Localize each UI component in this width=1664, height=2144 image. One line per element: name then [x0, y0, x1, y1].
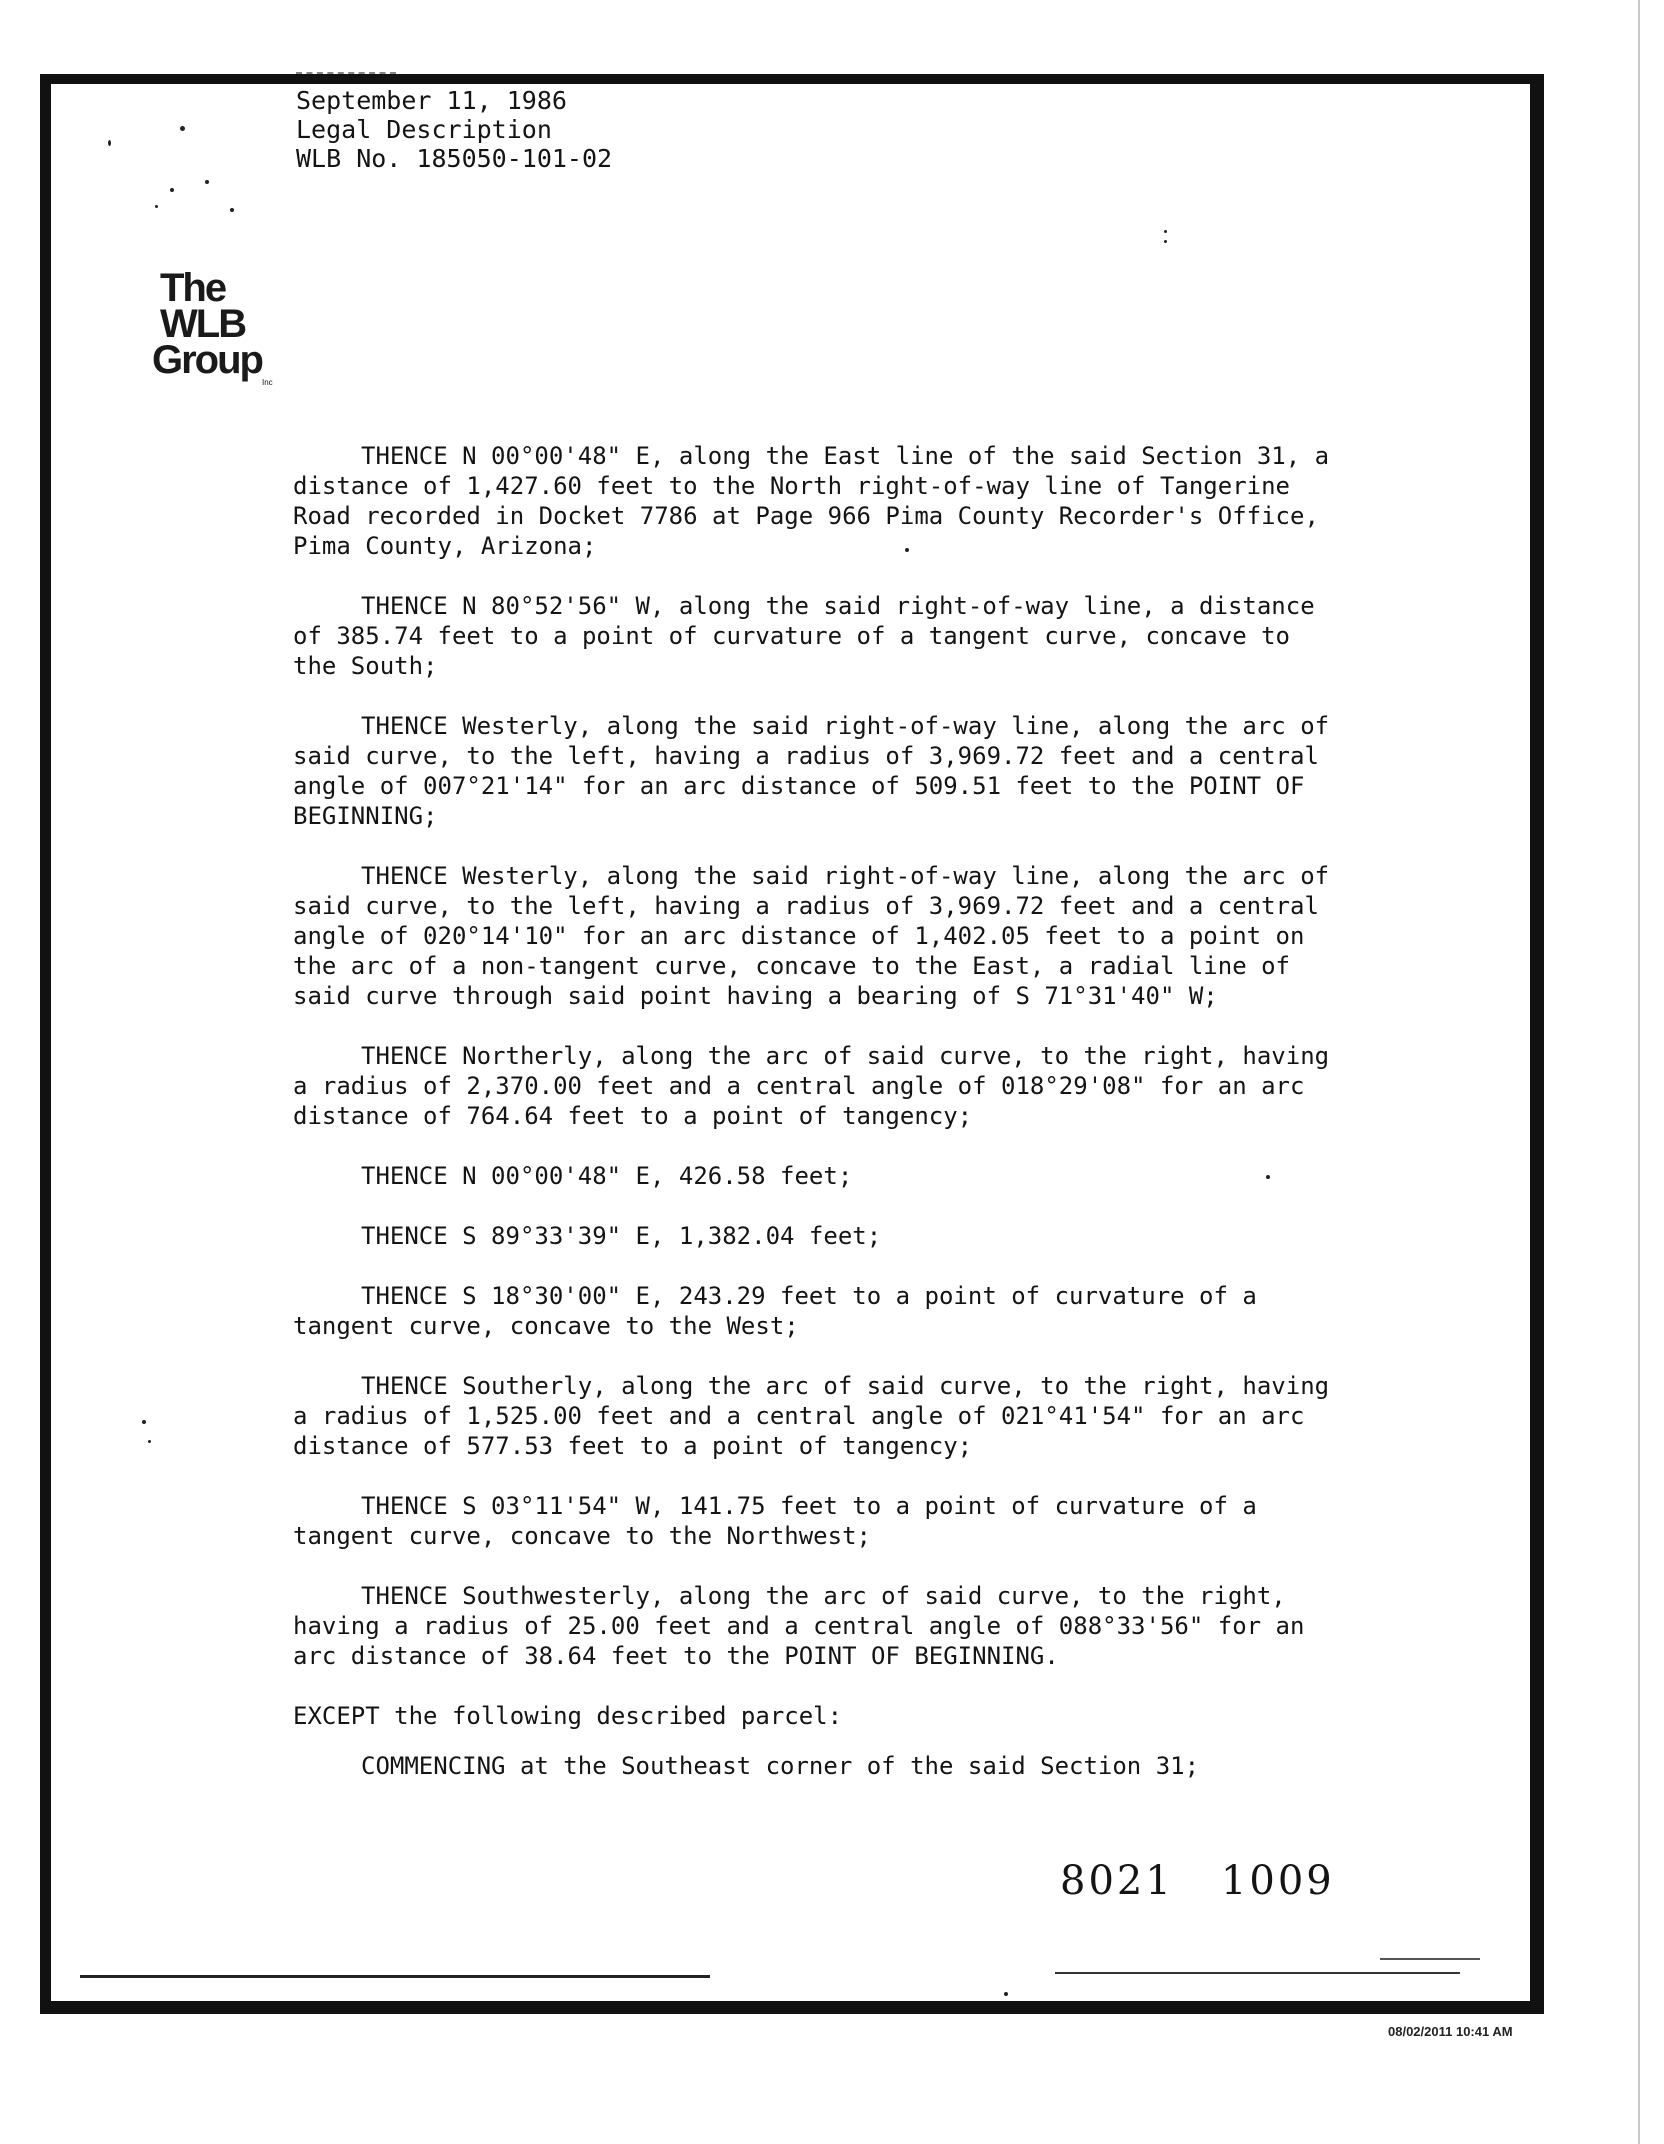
scan-timestamp: 08/02/2011 10:41 AM [1388, 2024, 1513, 2039]
paragraph-line: THENCE Westerly, along the said right-of-way line, along the arc of [361, 712, 1330, 740]
scan-speck [1266, 1175, 1270, 1179]
cut-off-header-text [296, 72, 396, 80]
logo-line-wlb: WLB [160, 302, 246, 346]
except-line: EXCEPT the following described parcel: [293, 1702, 843, 1730]
document-header [296, 86, 612, 173]
paragraph-line: THENCE S 03°11'54" W, 141.75 feet to a point of curvature of a [361, 1492, 1257, 1520]
paragraph-line: Road recorded in Docket 7786 at Page 966 Pima County Recorder's Office, [293, 502, 1319, 530]
description-paragraph [293, 1281, 1373, 1341]
paragraph-line: distance of 577.53 feet to a point of tangency; [293, 1432, 973, 1460]
description-paragraph [293, 1161, 1373, 1191]
scan-speck [148, 1440, 151, 1443]
paragraph-line: angle of 020°14'10" for an arc distance of 1,402.05 feet to a point on [293, 922, 1305, 950]
description-paragraph [293, 861, 1373, 1011]
scan-speck [1004, 1992, 1008, 1996]
description-paragraph [293, 1221, 1373, 1251]
paragraph-line: the South; [293, 652, 438, 680]
scan-speck [905, 548, 909, 552]
description-paragraphs [293, 441, 1373, 1671]
description-paragraph [293, 1041, 1373, 1131]
paragraph-line: THENCE Northerly, along the arc of said curve, to the right, having [361, 1042, 1330, 1070]
description-paragraph [293, 1371, 1373, 1461]
paragraph-line: THENCE N 00°00'48" E, 426.58 feet; [361, 1162, 853, 1190]
paragraph-line: THENCE Southerly, along the arc of said curve, to the right, having [361, 1372, 1330, 1400]
description-paragraph [293, 711, 1373, 831]
paragraph-line: THENCE S 18°30'00" E, 243.29 feet to a point of curvature of a [361, 1282, 1257, 1310]
header-wlb-number: WLB No. 185050-101-02 [296, 144, 613, 173]
paragraph-line: a radius of 1,525.00 feet and a central angle of 021°41'54" for an arc [293, 1402, 1305, 1430]
header-doc-type: Legal Description [296, 115, 552, 144]
header-date: September 11, 1986 [296, 86, 567, 115]
scan-speck [1164, 230, 1167, 233]
scan-speck [170, 188, 174, 192]
paragraph-line: Pima County, Arizona; [293, 532, 597, 560]
description-paragraph [293, 591, 1373, 681]
scan-speck [180, 126, 185, 131]
wlb-group-logo [152, 266, 292, 390]
bottom-rule-left [80, 1975, 710, 1978]
paragraph-line: tangent curve, concave to the Northwest; [293, 1522, 871, 1550]
logo-inc: Inc [262, 378, 273, 387]
paragraph-line: THENCE N 80°52'56" W, along the said right-of-way line, a distance [361, 592, 1315, 620]
paragraph-line: the arc of a non-tangent curve, concave to the East, a radial line of [293, 952, 1290, 980]
paragraph-line: tangent curve, concave to the West; [293, 1312, 799, 1340]
paragraph-line: BEGINNING; [293, 802, 438, 830]
scan-speck [1164, 240, 1167, 243]
paragraph-line: THENCE Westerly, along the said right-of-way line, along the arc of [361, 862, 1330, 890]
scan-speck [205, 180, 209, 184]
recording-number: 8021 1009 [1060, 1858, 1335, 1904]
paragraph-line: THENCE Southwesterly, along the arc of said curve, to the right, [361, 1582, 1286, 1610]
paragraph-line: a radius of 2,370.00 feet and a central angle of 018°29'08" for an arc [293, 1072, 1305, 1100]
paragraph-line: having a radius of 25.00 feet and a central angle of 088°33'56" for an [293, 1612, 1305, 1640]
scan-edge-line [1638, 0, 1640, 2144]
paragraph-line: of 385.74 feet to a point of curvature of a tangent curve, concave to [293, 622, 1290, 650]
bottom-rule-right [1055, 1972, 1460, 1974]
paragraph-line: THENCE N 00°00'48" E, along the East line of the said Section 31, a [361, 442, 1330, 470]
scan-speck [142, 1420, 146, 1424]
bottom-rule-right-upper [1380, 1958, 1480, 1960]
description-paragraph [293, 1581, 1373, 1671]
description-paragraph [293, 441, 1373, 561]
paragraph-line: said curve, to the left, having a radius of 3,969.72 feet and a central [293, 892, 1319, 920]
paragraph-line: distance of 764.64 feet to a point of tangency; [293, 1102, 973, 1130]
scan-speck [108, 140, 111, 146]
paragraph-line: THENCE S 89°33'39" E, 1,382.04 feet; [361, 1222, 882, 1250]
paragraph-line: distance of 1,427.60 feet to the North right-of-way line of Tangerine [293, 472, 1290, 500]
logo-line-group: Group [152, 338, 262, 382]
commencing-line: COMMENCING at the Southeast corner of the said Section 31; [361, 1752, 1200, 1780]
paragraph-line: arc distance of 38.64 feet to the POINT OF BEGINNING. [293, 1642, 1059, 1670]
scan-speck [230, 208, 234, 212]
paragraph-line: said curve through said point having a bearing of S 71°31'40" W; [293, 982, 1218, 1010]
description-paragraph [293, 1491, 1373, 1551]
logo-line-the: The [160, 266, 226, 310]
paragraph-line: said curve, to the left, having a radius of 3,969.72 feet and a central [293, 742, 1319, 770]
legal-description-body [293, 441, 1373, 1781]
paragraph-line: angle of 007°21'14" for an arc distance of 509.51 feet to the POINT OF [293, 772, 1305, 800]
scan-speck [155, 205, 158, 208]
